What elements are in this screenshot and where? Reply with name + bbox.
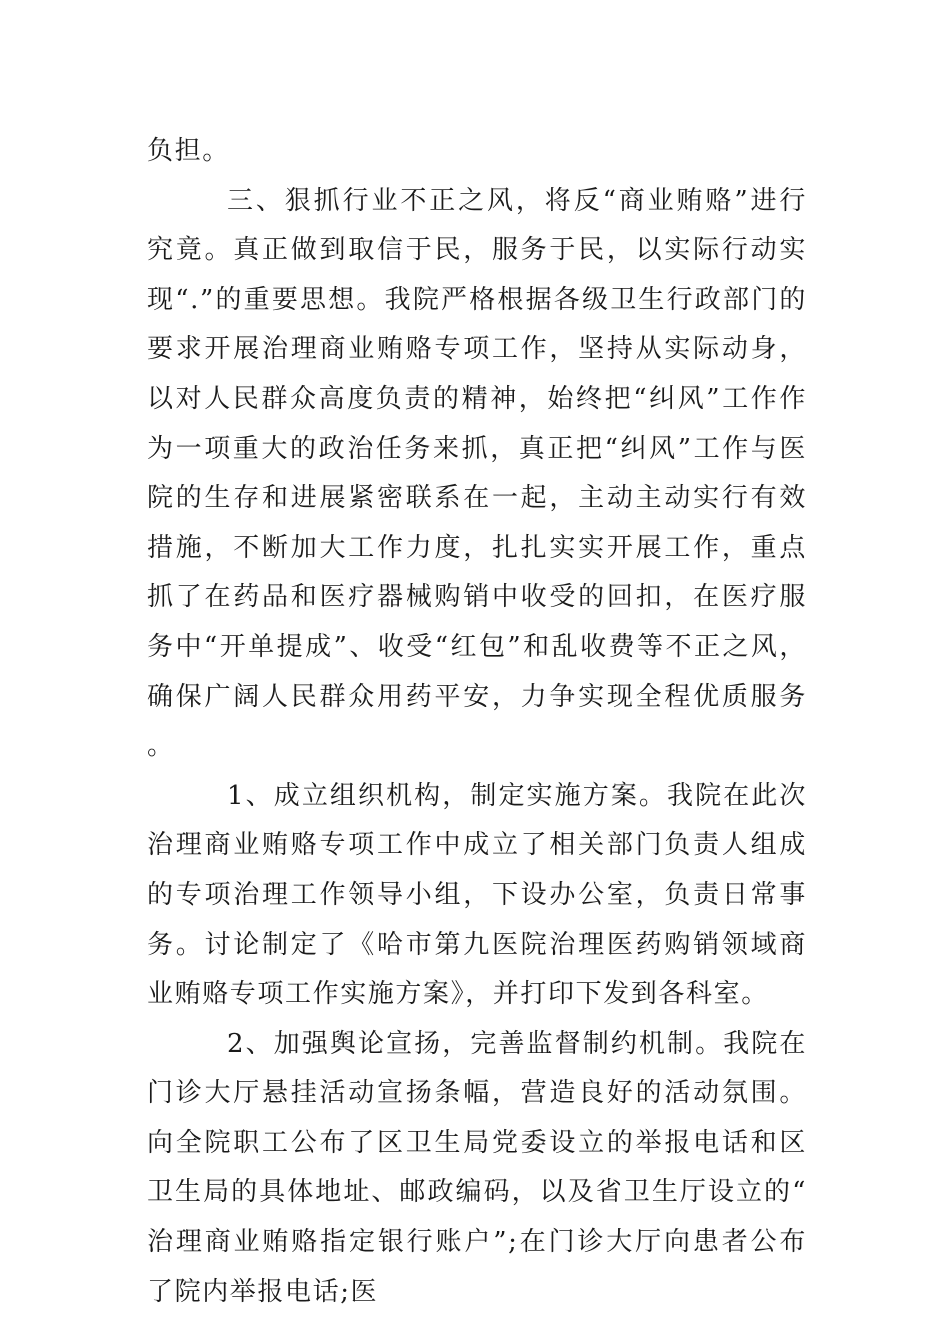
paragraph-item-two: 2、加强舆论宣扬，完善监督制约机制。我院在门诊大厅悬挂活动宣扬条幅，营造良好的活动氛围。向全院职工公布了区卫生局党委设立的举报电话和区卫生局的具体地址、邮政编码，以及省卫生厅设立的“治理商业贿赂指定银行账户”;在门诊大厅向患者公布了院内举报电话;医: [147, 1028, 807, 1307]
paragraph-section-three: 三、狠抓行业不正之风，将反“商业贿赂”进行究竟。真正做到取信于民，服务于民，以实际行动实现“.”的重要思想。我院严格根据各级卫生行政部门的要求开展治理商业贿赂专项工作，坚持从实际动身，以对人民群众高度负责的精神，始终把“纠风”工作作为一项重大的政治任务来抓，真正把“纠风”工作与医院的生存和进展紧密联系在一起，主动主动实行有效措施，不断加大工作力度，扎扎实实开展工作，重点抓了在药品和医疗器械购销中收受的回扣，在医疗服务中“开单提成”、收受“红包”和乱收费等不正之风，确保广阔人民群众用药平安，力争实现全程优质服务。: [147, 185, 807, 762]
paragraph-item-one: 1、成立组织机构，制定实施方案。我院在此次治理商业贿赂专项工作中成立了相关部门负责人组成的专项治理工作领导小组，下设办公室，负责日常事务。讨论制定了《哈市第九医院治理医药购销领域商业贿赂专项工作实施方案》，并打印下发到各科室。: [147, 780, 807, 1010]
paragraph-continuation: 负担。: [147, 136, 230, 166]
document-body: [147, 127, 807, 1317]
